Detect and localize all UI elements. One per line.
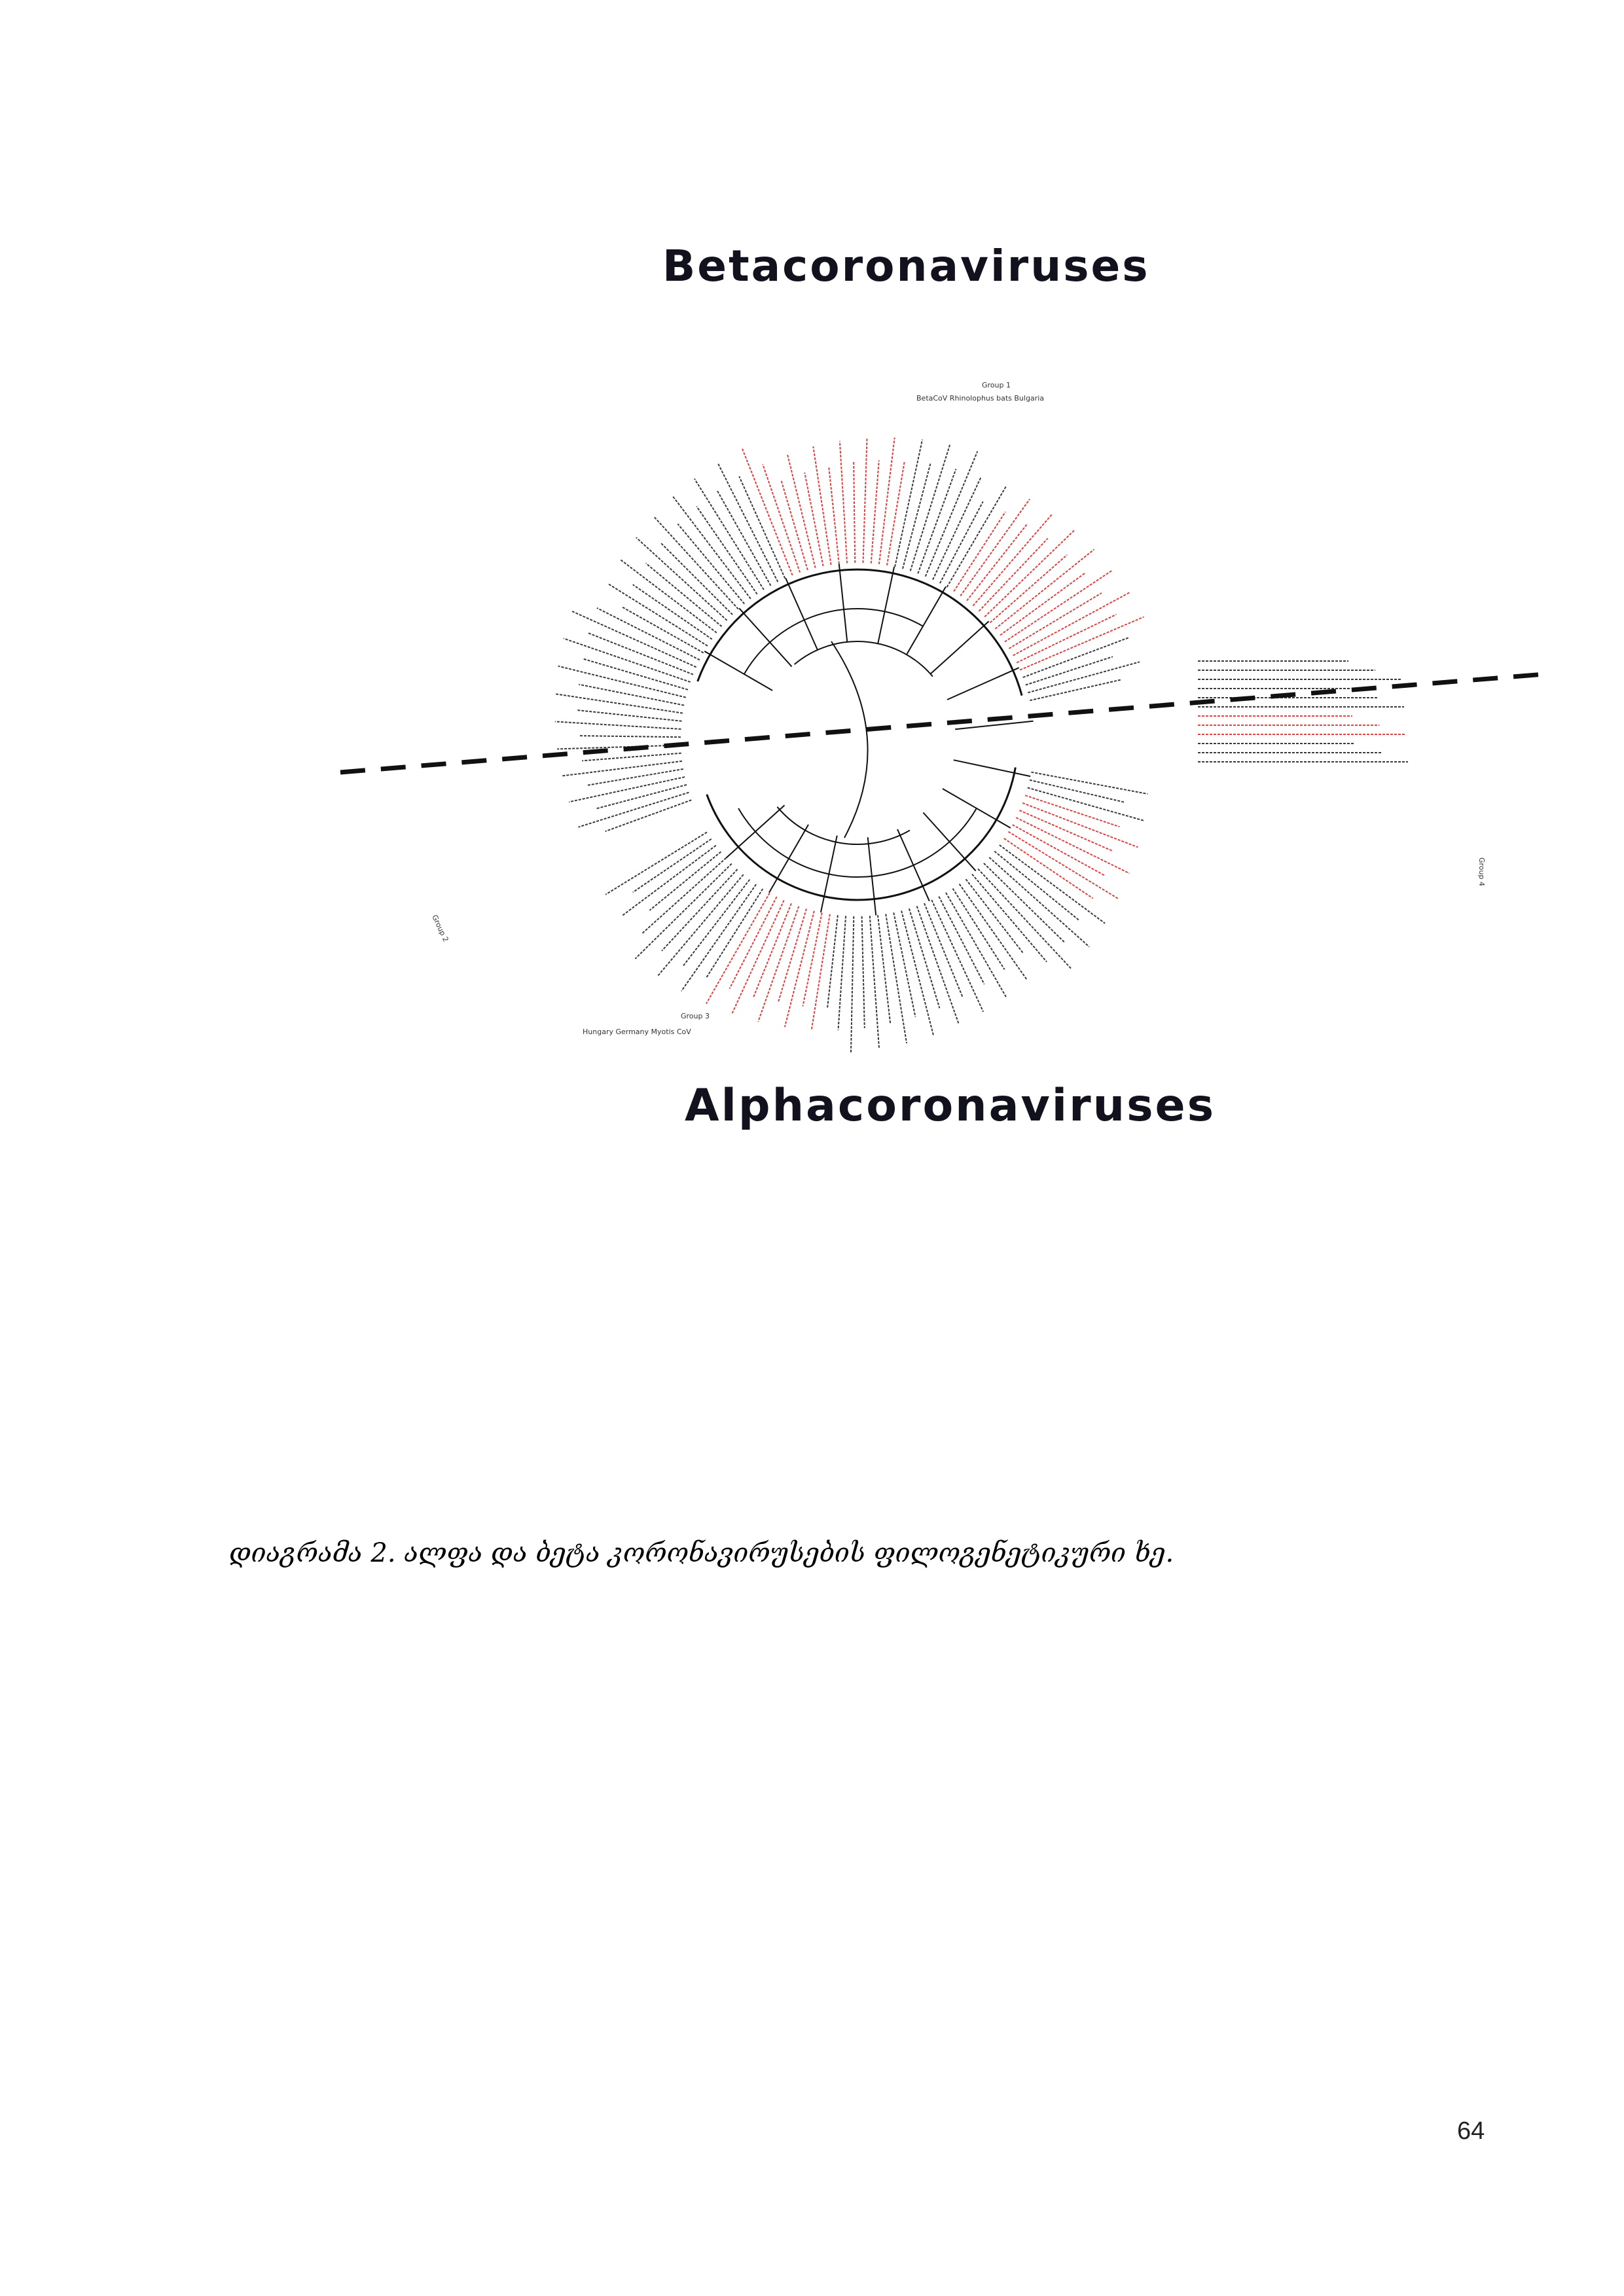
tree-leaf-label [840,441,847,564]
tree-branch [931,621,989,673]
tree-leaf-label [863,438,867,563]
tree-leaf-label [577,710,681,721]
tree-branch [839,564,848,642]
tree-leaf-label [803,913,821,1007]
tree-leaf-label [605,800,692,831]
tree-leaf-label [1019,810,1113,851]
tree-leaf-label [871,460,879,564]
tree-leaf-label [1030,780,1124,802]
tree-leaf-label [739,476,785,579]
group4-label: Group 4 [1477,857,1486,886]
tree-branch [744,609,923,674]
tree-leaf-label [758,906,799,1022]
tree-branch [739,608,791,666]
tree-leaf-label [940,501,983,583]
tree-leaf-label [649,852,721,910]
tree-leaf-label [917,906,959,1024]
betacoronaviruses-heading: Betacoronaviruses [662,241,1150,291]
tree-branch [947,668,1019,700]
tree-leaf-label [579,793,689,827]
tree-leaf-label [1020,617,1144,670]
tree-leaf-label [677,524,744,603]
tree-leaf-label [673,497,751,599]
tree-branch [698,569,1022,696]
tree-leaf-label [933,476,981,579]
tree-leaf-label [839,916,846,1030]
tree-leaf-label [1013,593,1130,656]
tree-leaf-label [732,901,784,1014]
tree-leaf-label [1000,845,1105,924]
tree-leaf-label [555,722,681,730]
tree-branch [943,789,1011,828]
tree-leaf-label [597,608,700,660]
tree-leaf-label [862,916,865,1028]
tree-leaf-label [1016,817,1129,873]
tree-leaf-label [893,912,915,1017]
tree-leaf-label [1022,803,1138,848]
tree-leaf-label [1004,838,1093,899]
group1-label: Group 1 [982,381,1011,389]
tree-branch [704,651,772,691]
tree-branch [769,825,808,893]
tree-leaf-label [1013,825,1104,875]
tree-leaf-label [812,914,830,1030]
tree-leaf-label [854,462,855,563]
figure-caption: დიაგრამა 2. ალფა და ბეტა კორონავირუსების ფილოგენეტიკური ხე. [229,1538,1174,1568]
tree-leaf-label [947,487,1006,588]
tree-leaf-label [579,685,684,706]
tree-leaf-label [681,884,756,991]
tree-leaf-label [729,897,776,989]
tree-leaf-label [646,564,722,627]
tree-leaf-label [571,611,696,668]
tree-leaf-label [879,438,895,565]
tree-leaf-label [633,584,712,639]
tree-leaf-label [926,452,978,577]
tree-leaf-label [661,543,733,615]
group3-sublabel: Hungary Germany Myotis CoV [583,1028,691,1036]
tree-branch [795,641,933,677]
tree-leaf-label [658,874,744,976]
tree-leaf-label [973,514,1053,606]
tree-leaf-label [1023,637,1129,677]
phylogenetic-tree-figure [236,353,1578,1073]
tree-root-branch [831,641,868,838]
tree-leaf-label [588,633,693,674]
tree-leaf-label [979,539,1048,611]
tree-leaf-label [1009,593,1102,649]
group-divider-line [340,674,1545,772]
tree-leaf-label [555,694,683,713]
tree-leaf-label [960,499,1030,596]
tree-leaf-label [1031,772,1147,794]
tree-leaf-label [870,916,879,1049]
tree-leaf-label [683,880,749,966]
tree-leaf-label [989,857,1089,947]
tree-leaf-label [742,449,793,575]
tree-leaf-label [967,524,1027,601]
tree-leaf-label [633,839,712,893]
tree-leaf-label [903,464,930,569]
tree-leaf-label [924,903,963,997]
tree-leaf-label [763,464,800,573]
tree-branch [785,578,818,650]
tree-branch [878,567,894,643]
tree-leaf-label [778,909,806,1003]
tree-leaf-label [1000,573,1085,635]
tree-leaf-label [931,900,983,1012]
group1-sublabel: BetaCoV Rhinolophus bats Bulgaria [916,394,1044,403]
tree-leaf-label [717,490,771,586]
tree-leaf-label [557,745,681,749]
tree-leaf-label [954,512,1005,592]
group3-label: Group 3 [681,1012,710,1020]
page-number: 64 [1457,2117,1485,2145]
tree-branch [738,808,977,877]
tree-leaf-label [696,507,757,594]
tree-leaf-label [813,446,831,565]
tree-leaf-label [911,444,950,571]
tree-leaf-label [717,463,778,582]
tree-leaf-label [582,753,681,761]
tree-leaf-label [953,889,1005,970]
tree-branch [821,836,837,912]
tree-leaf-label [579,736,681,737]
tree-leaf-label [706,893,770,1003]
tree-leaf-label [804,473,823,566]
tree-leaf-label [886,914,907,1044]
tree-leaf-label [990,555,1068,623]
tree-branch [954,760,1030,776]
tree-leaf-label [1030,679,1121,700]
tree-branch [777,807,910,844]
tree-leaf-label [562,761,682,776]
tree-leaf-label [829,466,839,564]
tree-leaf-label [827,915,838,1007]
tree-leaf-label [605,833,707,895]
alphacoronaviruses-heading: Alphacoronaviruses [685,1080,1216,1132]
tree-leaf-label [851,916,854,1052]
group2-label: Group 2 [430,913,450,944]
tree-leaf-label [1017,615,1116,663]
tree-leaf-label [995,549,1094,629]
